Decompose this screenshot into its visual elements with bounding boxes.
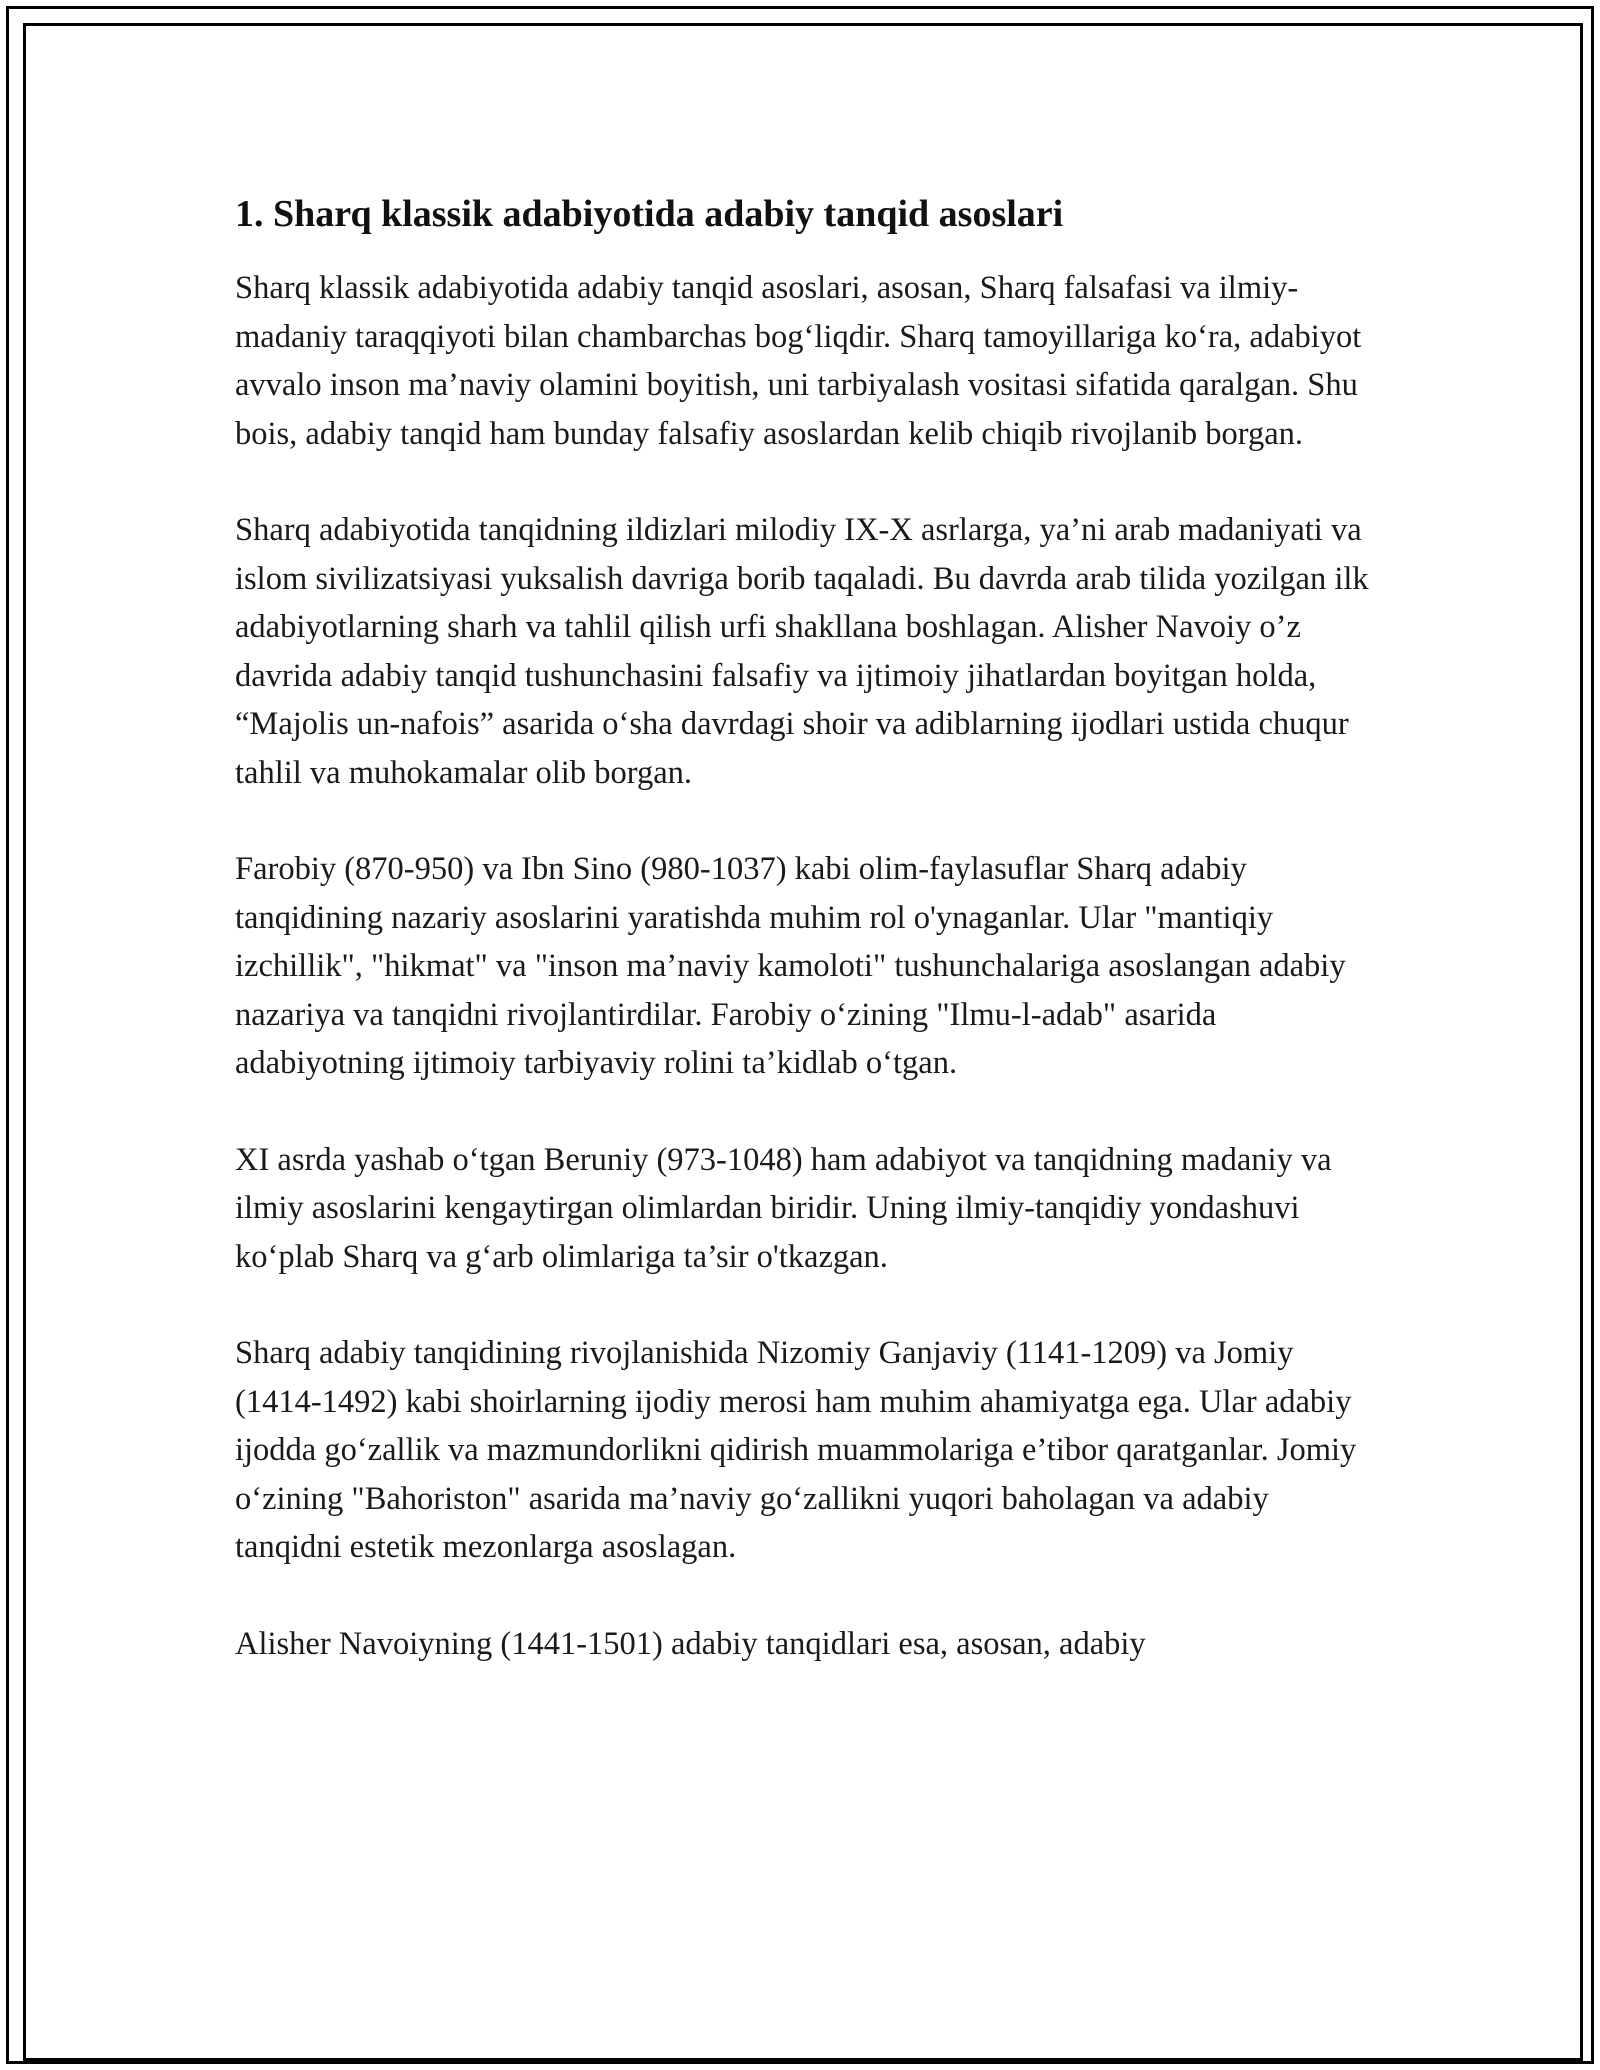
paragraph-6: Alisher Navoiyning (1441-1501) adabiy tanqidlari esa, asosan, adabiy <box>235 1625 1146 1662</box>
document-body <box>235 186 1375 1668</box>
paragraph-2: Sharq adabiyotida tanqidning ildizlari milodiy IX-X asrlarga, ya’ni arab madaniyati va islom sivilizatsiyasi yuksalish davriga borib taqaladi. Bu davrda arab tilida yozilgan ilk adabiyotlarning sharh va tahlil qilish urfi shakllana boshlagan. Alisher Navoiy o’z davrida adabiy tanqid tushunchasini falsafiy va ijtimoiy jihatlardan boyitgan holda, “Majolis un-nafois” asarida o‘sha davrdagi shoir va adiblarning ijodlari ustida chuqur tahlil va muhokamalar olib borgan. <box>235 512 1369 791</box>
paragraph-4: XI asrda yashab o‘tgan Beruniy (973-1048) ham adabiyot va tanqidning madaniy va ilmiy asoslarini kengaytirgan olimlardan biridir. Uning ilmiy-tanqidiy yondashuvi ko‘plab Sharq va g‘arb olimlariga ta’sir o'tkazgan. <box>235 1141 1332 1275</box>
section-heading: 1. Sharq klassik adabiyotida adabiy tanqid asoslari <box>235 193 1064 235</box>
paragraph-5: Sharq adabiy tanqidining rivojlanishida Nizomiy Ganjaviy (1141-1209) va Jomiy (1414-1492) kabi shoirlarning ijodiy merosi ham muhim ahamiyatga ega. Ular adabiy ijodda go‘zallik va mazmundorlikni qidirish muammolariga e’tibor qaratganlar. Jomiy o‘zining "Bahoriston" asarida ma’naviy go‘zallikni yuqori baholagan va adabiy tanqidni estetik mezonlarga asoslagan. <box>235 1335 1357 1565</box>
paragraph-1: Sharq klassik adabiyotida adabiy tanqid asoslari, asosan, Sharq falsafasi va ilmiy-madaniy taraqqiyoti bilan chambarchas bog‘liqdir. Sharq tamoyillariga ko‘ra, adabiyot avvalo inson ma’naviy olamini boyitish, uni tarbiyalash vositasi sifatida qaralgan. Shu bois, adabiy tanqid ham bunday falsafiy asoslardan kelib chiqib rivojlanib borgan. <box>235 270 1362 452</box>
paragraph-3: Farobiy (870-950) va Ibn Sino (980-1037) kabi olim-faylasuflar Sharq adabiy tanqidining nazariy asoslarini yaratishda muhim rol o'ynaganlar. Ular "mantiqiy izchillik", "hikmat" va "inson ma’naviy kamoloti" tushunchalariga asoslangan adabiy nazariya va tanqidni rivojlantirdilar. Farobiy o‘zining "Ilmu-l-adab" asarida adabiyotning ijtimoiy tarbiyaviy rolini ta’kidlab o‘tgan. <box>235 851 1346 1081</box>
